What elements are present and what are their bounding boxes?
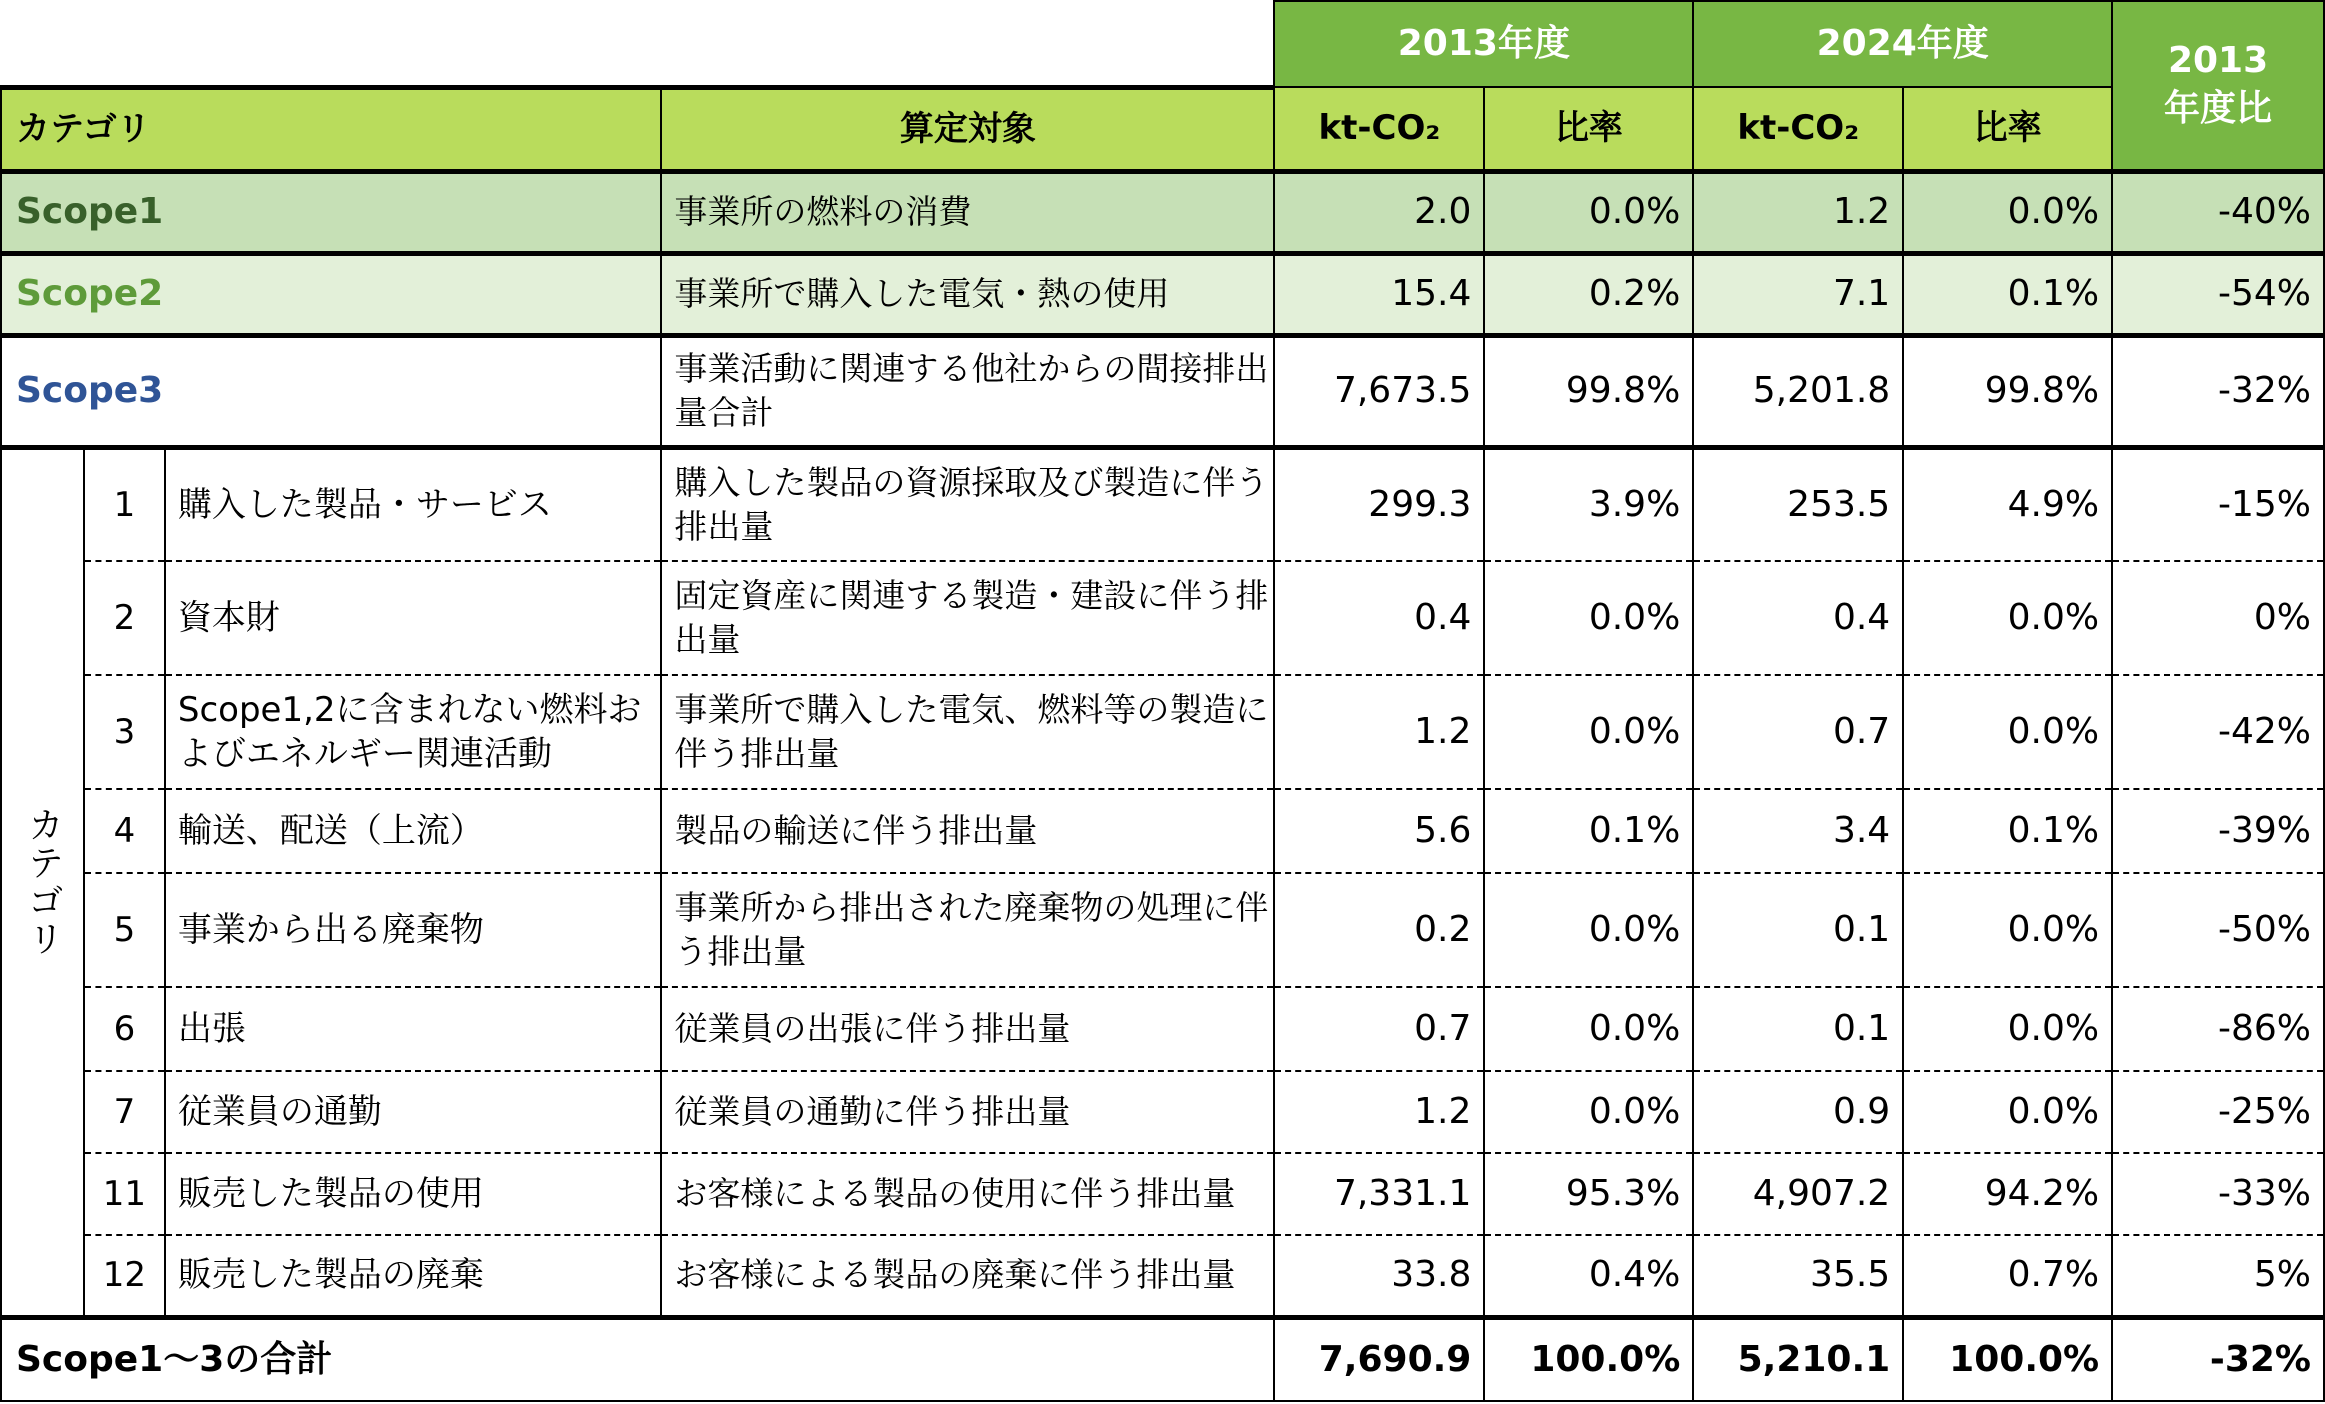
category-target: 従業員の通勤に伴う排出量 — [661, 1071, 1274, 1153]
category-name: 出張 — [165, 987, 661, 1071]
category-number: 6 — [84, 987, 165, 1071]
category-row — [1, 1071, 2324, 1153]
category-row — [1, 873, 2324, 987]
scope3-label: Scope3 — [1, 335, 661, 447]
scope1-2013-value: 2.0 — [1274, 171, 1484, 253]
category-2024-share: 94.2% — [1903, 1153, 2112, 1235]
year-2013-header: 2013年度 — [1274, 1, 1693, 87]
category-row — [1, 1153, 2324, 1235]
year-header-row — [1, 1, 2324, 87]
category-2024-share: 0.0% — [1903, 1071, 2112, 1153]
category-2024-share: 0.7% — [1903, 1235, 2112, 1317]
unit-2024-header: kt-CO₂ — [1693, 87, 1903, 171]
category-2013-value: 299.3 — [1274, 447, 1484, 561]
category-2024-share: 4.9% — [1903, 447, 2112, 561]
total-2024-value: 5,210.1 — [1693, 1317, 1903, 1401]
category-2024-share: 0.0% — [1903, 561, 2112, 675]
category-2024-share: 0.0% — [1903, 987, 2112, 1071]
category-2024-value: 0.1 — [1693, 987, 1903, 1071]
category-target: お客様による製品の使用に伴う排出量 — [661, 1153, 1274, 1235]
category-name: 事業から出る廃棄物 — [165, 873, 661, 987]
category-row — [1, 789, 2324, 873]
category-name: 従業員の通勤 — [165, 1071, 661, 1153]
category-change: -86% — [2112, 987, 2324, 1071]
total-label: Scope1～3の合計 — [1, 1317, 1274, 1401]
category-row — [1, 561, 2324, 675]
total-2013-value: 7,690.9 — [1274, 1317, 1484, 1401]
category-change: 0% — [2112, 561, 2324, 675]
category-number: 3 — [84, 675, 165, 789]
category-name: 販売した製品の使用 — [165, 1153, 661, 1235]
scope2-2013-share: 0.2% — [1484, 253, 1693, 335]
category-2024-value: 3.4 — [1693, 789, 1903, 873]
scope1-change: -40% — [2112, 171, 2324, 253]
column-header-row — [1, 87, 2324, 171]
scope2-2024-value: 7.1 — [1693, 253, 1903, 335]
category-target: 事業所から排出された廃棄物の処理に伴う排出量 — [661, 873, 1274, 987]
category-row — [1, 987, 2324, 1071]
category-2013-share: 0.0% — [1484, 675, 1693, 789]
category-2024-value: 0.9 — [1693, 1071, 1903, 1153]
category-2024-value: 0.4 — [1693, 561, 1903, 675]
scope2-2024-share: 0.1% — [1903, 253, 2112, 335]
category-number: 2 — [84, 561, 165, 675]
scope3-target: 事業活動に関連する他社からの間接排出量合計 — [661, 335, 1274, 447]
scope2-target: 事業所で購入した電気・熱の使用 — [661, 253, 1274, 335]
total-change: -32% — [2112, 1317, 2324, 1401]
category-2024-share: 0.1% — [1903, 789, 2112, 873]
category-2013-value: 1.2 — [1274, 675, 1484, 789]
category-row — [1, 447, 2324, 561]
category-row — [1, 675, 2324, 789]
category-2024-value: 4,907.2 — [1693, 1153, 1903, 1235]
category-target: 購入した製品の資源採取及び製造に伴う排出量 — [661, 447, 1274, 561]
category-2024-share: 0.0% — [1903, 873, 2112, 987]
category-target: 従業員の出張に伴う排出量 — [661, 987, 1274, 1071]
total-2024-share: 100.0% — [1903, 1317, 2112, 1401]
ratio-header-line1: 2013 — [2167, 40, 2269, 82]
scope2-row — [1, 253, 2324, 335]
ratio-vs-2013-header — [2112, 1, 2324, 171]
category-change: -39% — [2112, 789, 2324, 873]
scope3-2024-share: 99.8% — [1903, 335, 2112, 447]
category-row — [1, 1235, 2324, 1317]
category-2013-value: 7,331.1 — [1274, 1153, 1484, 1235]
scope3-change: -32% — [2112, 335, 2324, 447]
category-number: 4 — [84, 789, 165, 873]
scope2-2013-value: 15.4 — [1274, 253, 1484, 335]
category-2013-share: 0.4% — [1484, 1235, 1693, 1317]
category-target: お客様による製品の廃棄に伴う排出量 — [661, 1235, 1274, 1317]
category-target: 固定資産に関連する製造・建設に伴う排出量 — [661, 561, 1274, 675]
category-change: -50% — [2112, 873, 2324, 987]
category-2013-share: 0.0% — [1484, 873, 1693, 987]
category-name: 資本財 — [165, 561, 661, 675]
share-2013-header: 比率 — [1484, 87, 1693, 171]
category-change: -15% — [2112, 447, 2324, 561]
category-2024-value: 0.1 — [1693, 873, 1903, 987]
year-2024-header: 2024年度 — [1693, 1, 2112, 87]
category-2013-share: 0.0% — [1484, 561, 1693, 675]
category-2013-value: 0.2 — [1274, 873, 1484, 987]
category-change: -42% — [2112, 675, 2324, 789]
target-column-header: 算定対象 — [661, 87, 1274, 171]
category-number: 7 — [84, 1071, 165, 1153]
category-2013-share: 3.9% — [1484, 447, 1693, 561]
category-2013-share: 0.1% — [1484, 789, 1693, 873]
scope1-target: 事業所の燃料の消費 — [661, 171, 1274, 253]
scope3-2013-share: 99.8% — [1484, 335, 1693, 447]
category-2024-share: 0.0% — [1903, 675, 2112, 789]
category-2013-value: 33.8 — [1274, 1235, 1484, 1317]
ratio-header-line2: 年度比 — [2164, 88, 2273, 130]
category-2024-value: 35.5 — [1693, 1235, 1903, 1317]
category-number: 5 — [84, 873, 165, 987]
scope1-2024-share: 0.0% — [1903, 171, 2112, 253]
scope1-label: Scope1 — [1, 171, 661, 253]
scope1-row — [1, 171, 2324, 253]
category-target: 事業所で購入した電気、燃料等の製造に伴う排出量 — [661, 675, 1274, 789]
category-name: 販売した製品の廃棄 — [165, 1235, 661, 1317]
scope3-2024-value: 5,201.8 — [1693, 335, 1903, 447]
category-number: 11 — [84, 1153, 165, 1235]
scope1-2024-value: 1.2 — [1693, 171, 1903, 253]
category-vertical-label: カテゴリ — [1, 447, 84, 1317]
category-2024-value: 253.5 — [1693, 447, 1903, 561]
category-2013-value: 1.2 — [1274, 1071, 1484, 1153]
category-name: Scope1,2に含まれない燃料およびエネルギー関連活動 — [165, 675, 661, 789]
category-2013-share: 0.0% — [1484, 1071, 1693, 1153]
category-name: 購入した製品・サービス — [165, 447, 661, 561]
category-change: -25% — [2112, 1071, 2324, 1153]
scope1-2013-share: 0.0% — [1484, 171, 1693, 253]
total-2013-share: 100.0% — [1484, 1317, 1693, 1401]
unit-2013-header: kt-CO₂ — [1274, 87, 1484, 171]
category-number: 1 — [84, 447, 165, 561]
category-2024-value: 0.7 — [1693, 675, 1903, 789]
category-2013-value: 0.7 — [1274, 987, 1484, 1071]
category-name: 輸送、配送（上流） — [165, 789, 661, 873]
category-2013-share: 95.3% — [1484, 1153, 1693, 1235]
share-2024-header: 比率 — [1903, 87, 2112, 171]
category-column-header: カテゴリ — [1, 87, 661, 171]
scope3-2013-value: 7,673.5 — [1274, 335, 1484, 447]
category-change: 5% — [2112, 1235, 2324, 1317]
scope2-label: Scope2 — [1, 253, 661, 335]
category-2013-value: 5.6 — [1274, 789, 1484, 873]
category-change: -33% — [2112, 1153, 2324, 1235]
scope3-row — [1, 335, 2324, 447]
category-2013-value: 0.4 — [1274, 561, 1484, 675]
scope2-change: -54% — [2112, 253, 2324, 335]
category-number: 12 — [84, 1235, 165, 1317]
total-row — [1, 1317, 2324, 1401]
category-target: 製品の輸送に伴う排出量 — [661, 789, 1274, 873]
category-2013-share: 0.0% — [1484, 987, 1693, 1071]
